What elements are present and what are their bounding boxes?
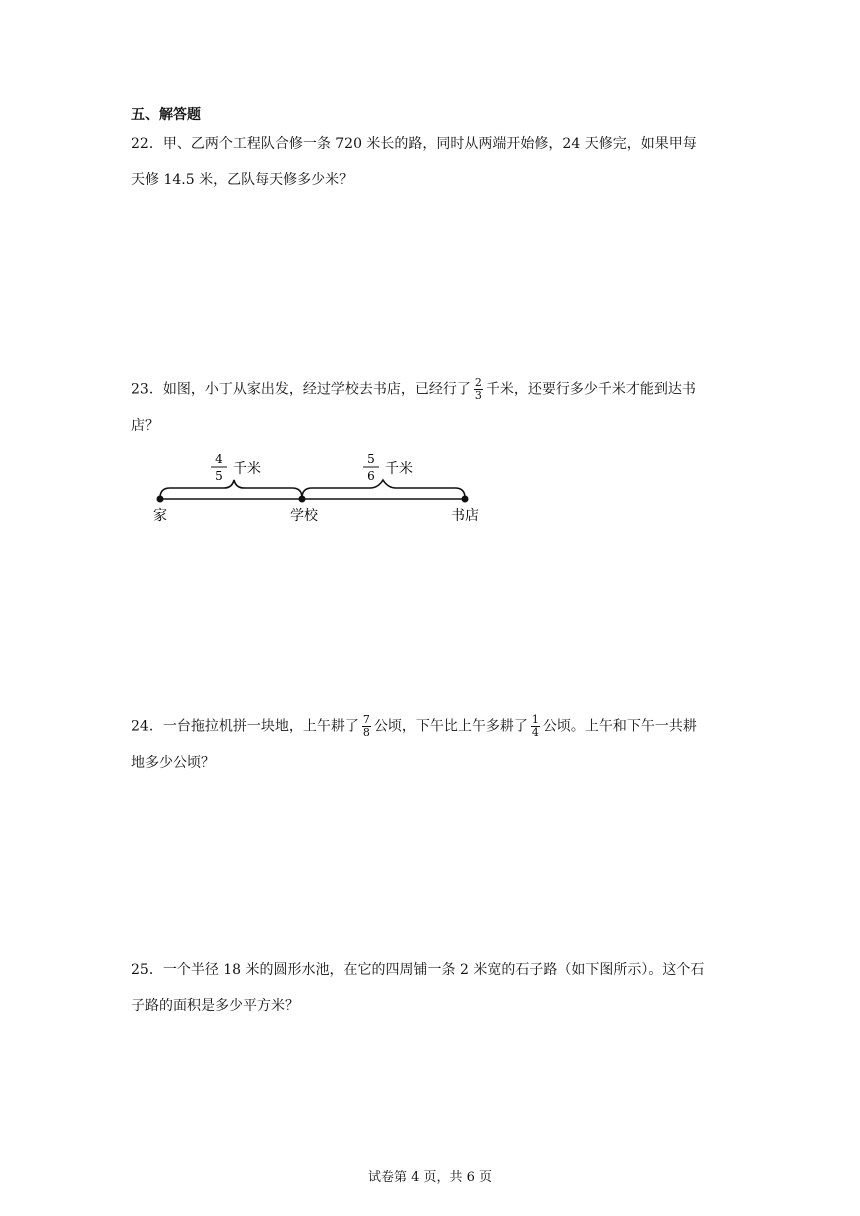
fraction-denominator: 3 [474, 389, 482, 402]
question-23-text-before: 23．如图，小丁从家出发，经过学校去书店，已经行了 [131, 381, 471, 398]
question-23-line-2: 店？ [131, 418, 159, 434]
home-point [157, 496, 164, 503]
question-22-line-2: 天修 14.5 米，乙队每天修多少米？ [131, 172, 354, 188]
fraction-numerator: 7 [362, 713, 370, 726]
page-footer: 试卷第 4 页，共 6 页 [367, 1170, 493, 1185]
question-25-line-2: 子路的面积是多少平方米？ [131, 998, 299, 1014]
segment-2-denominator: 6 [367, 469, 375, 483]
fraction [474, 377, 483, 402]
fraction-denominator: 4 [531, 726, 539, 739]
section-title: 五、解答题 [131, 107, 201, 123]
segment-1-unit: 千米 [233, 461, 261, 477]
fraction [362, 714, 371, 739]
question-24-text-part-3: 公顷。上午和下午一共耕 [542, 718, 697, 735]
label-home: 家 [153, 508, 167, 524]
store-point [462, 496, 469, 503]
fraction-numerator: 1 [531, 713, 539, 726]
brace-school-store [302, 480, 465, 498]
question-24-text-part-2: 公顷，下午比上午多耕了 [373, 718, 528, 735]
segment-1-denominator: 5 [215, 469, 223, 483]
question-25-line-1: 25．一个半径 18 米的圆形水池，在它的四周铺一条 2 米宽的石子路（如下图所示）。这个石 [131, 962, 705, 978]
fraction-numerator: 2 [474, 376, 482, 389]
question-24-text-part-1: 24．一台拖拉机拼一块地，上午耕了 [131, 718, 359, 735]
fraction [531, 714, 540, 739]
route-diagram [140, 450, 500, 530]
label-store: 书店 [451, 508, 479, 524]
segment-2-numerator: 5 [367, 452, 375, 466]
question-22-line-1: 22．甲、乙两个工程队合修一条 720 米长的路，同时从两端开始修，24 天修完，如果甲每 [131, 136, 697, 152]
question-23-text-after: 千米，还要行多少千米才能到达书 [485, 381, 696, 398]
question-24-line-1 [131, 714, 697, 739]
segment-2-unit: 千米 [385, 461, 413, 477]
label-school: 学校 [290, 508, 318, 524]
school-point [299, 496, 306, 503]
fraction-denominator: 8 [362, 726, 370, 739]
question-23-line-1 [131, 377, 696, 402]
brace-home-school [160, 480, 302, 498]
segment-1-numerator: 4 [215, 452, 223, 466]
question-24-line-2: 地多少公顷？ [131, 755, 215, 771]
